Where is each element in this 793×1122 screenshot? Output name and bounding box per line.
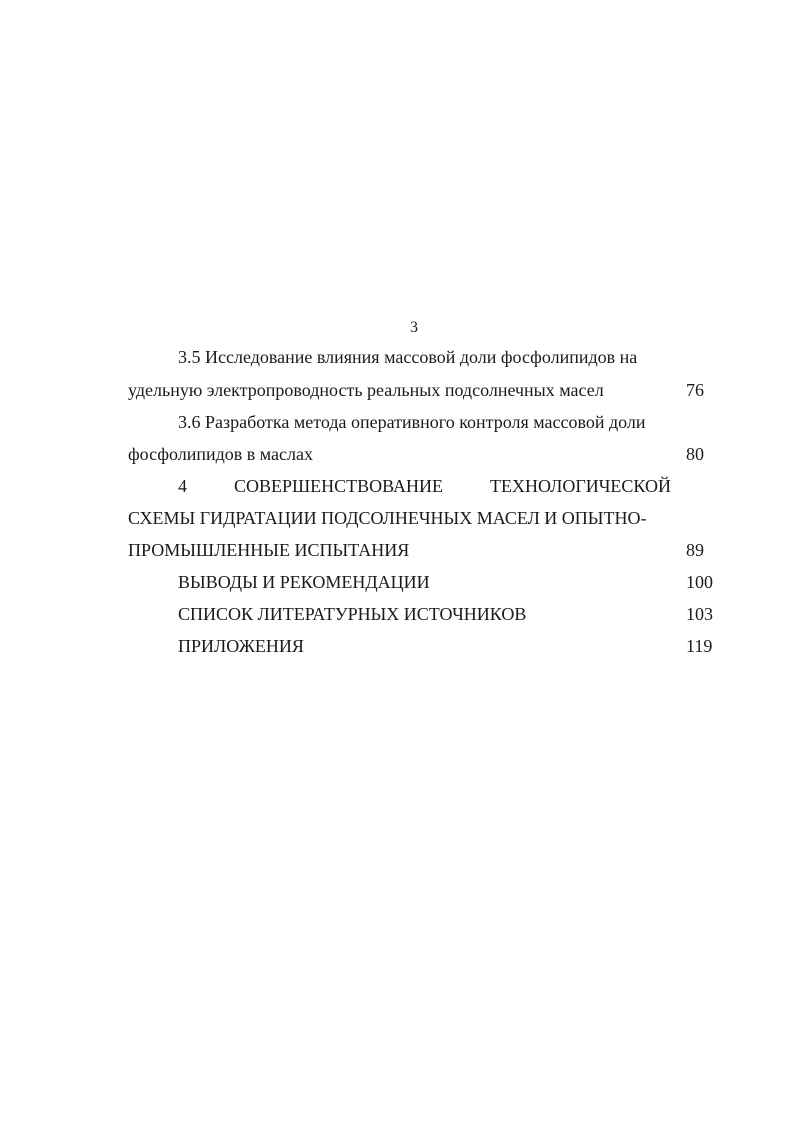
toc-entry-references: СПИСОК ЛИТЕРАТУРНЫХ ИСТОЧНИКОВ (178, 604, 527, 624)
toc-entry-references-page: 103 (686, 604, 713, 624)
toc-entry-4-word-2: ТЕХНОЛОГИЧЕСКОЙ (490, 476, 671, 496)
toc-entry-4-line-2: СХЕМЫ ГИДРАТАЦИИ ПОДСОЛНЕЧНЫХ МАСЕЛ И ОПЫТНО- (128, 508, 647, 528)
toc-entry-3-5-line-1: 3.5 Исследование влияния массовой доли фосфолипидов на (178, 347, 638, 367)
page-number: 3 (410, 319, 418, 336)
toc-entry-appendices: ПРИЛОЖЕНИЯ (178, 636, 304, 656)
toc-entry-appendices-page: 119 (686, 636, 713, 656)
toc-entry-3-5-page: 76 (686, 380, 704, 400)
toc-entry-4-word-1: СОВЕРШЕНСТВОВАНИЕ (233, 476, 444, 496)
toc-entry-3-5-line-2: удельную электропроводность реальных подсолнечных масел (128, 380, 604, 400)
toc-entry-3-6-line-1: 3.6 Разработка метода оперативного контроля массовой доли (178, 412, 646, 432)
toc-entry-4-page: 89 (686, 540, 704, 560)
toc-entry-4-line-1 (178, 475, 671, 497)
toc-entry-3-6-page: 80 (686, 444, 704, 464)
toc-entry-conclusions: ВЫВОДЫ И РЕКОМЕНДАЦИИ (178, 572, 430, 592)
toc-entry-3-6-line-2: фосфолипидов в маслах (128, 444, 314, 464)
toc-entry-conclusions-page: 100 (686, 572, 713, 592)
toc-entry-4-number: 4 (178, 476, 187, 496)
toc-entry-4-line-3: ПРОМЫШЛЕННЫЕ ИСПЫТАНИЯ (128, 540, 410, 560)
